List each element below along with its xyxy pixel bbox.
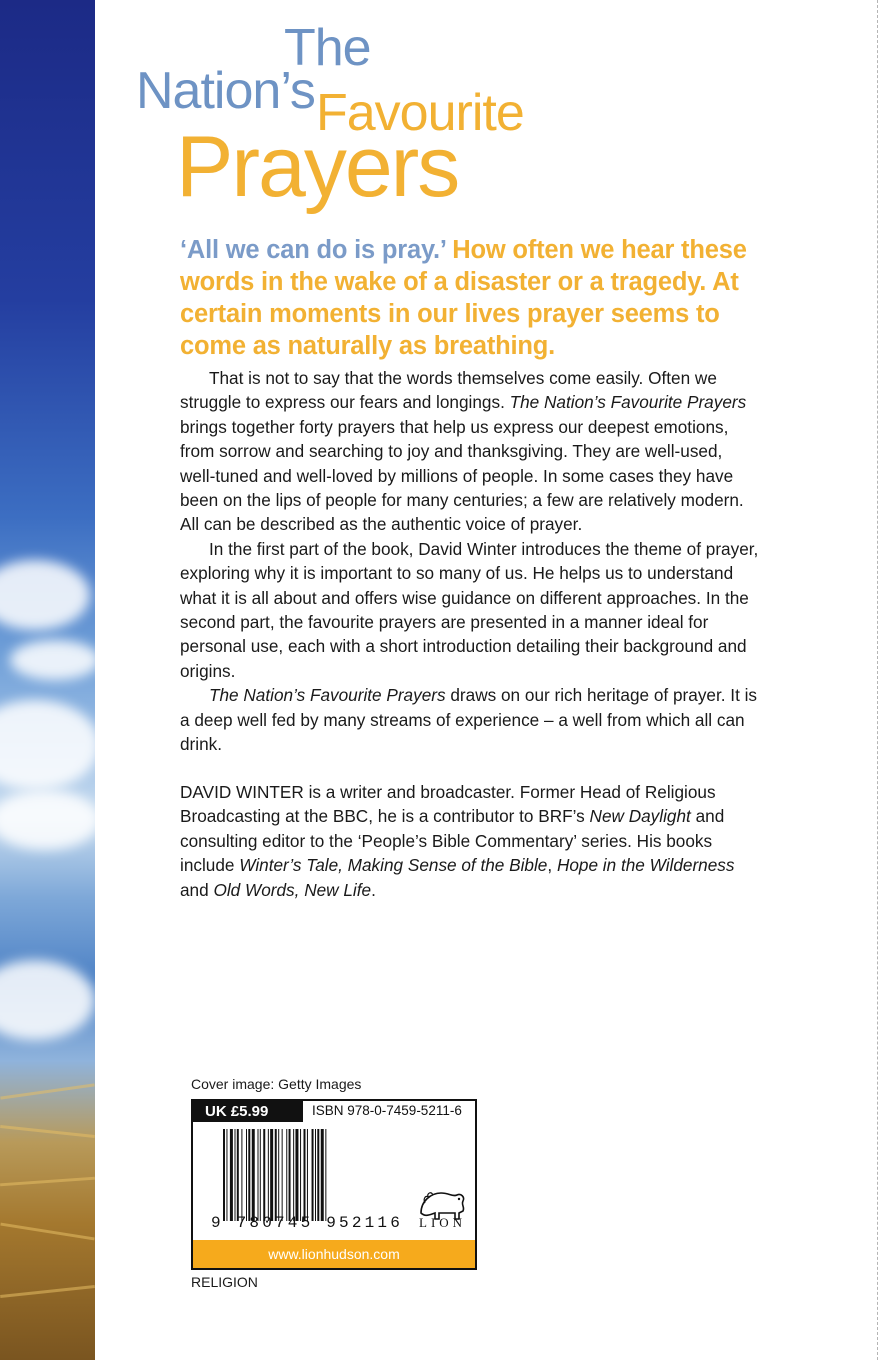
barcode-stripe [286,1129,287,1221]
barcode-stripe [223,1129,225,1221]
cloud-decoration [10,640,95,680]
barcode-panel [191,1099,477,1270]
intro-quote: ‘All we can do is pray.’ [180,236,446,264]
barcode-stripe [230,1129,233,1221]
barcode-stripe [304,1129,306,1221]
title-nations: Nation’s [136,62,315,120]
barcode-stripe [282,1129,283,1221]
cover-credit: Cover image: Getty Images [191,1076,362,1092]
separator: . [371,879,376,900]
barcode-stripe [325,1129,326,1221]
book-title-italic: The Nation’s Favourite Prayers [509,392,747,413]
barcode-stripe [237,1129,239,1221]
author-bio-text-b: and consulting editor to the ‘People’s Bible Commentary’ series. His books include [180,806,725,876]
paragraph-3-text: draws on our rich heritage of prayer. It is a deep well fed by many streams of experience – a well from which all can drink. [180,685,758,755]
paragraph-2: In the first part of the book, David Winter introduces the theme of prayer, exploring why it is important to so many of us. He helps us to understand what it is all about and offers wise guidance on different approaches. In the second part, the favourite prayers are presented in a manner ideal for personal use, each with a short introduction detailing their background and origins. [180,538,759,681]
barcode-stripe [289,1129,291,1221]
cloud-decoration [0,790,95,850]
barcode-stripe [263,1129,265,1221]
barcode-stripe [252,1129,255,1221]
author-bio [180,780,760,902]
paragraph-1-text-a: That is not to say that the words themselves come easily. Often we struggle to express our fears and longings. [180,368,717,413]
description-body [180,366,760,757]
paragraph-1-text-b: brings together forty prayers that help us express our deepest emotions, from sorrow and searching to joy and thanksgiving. They are well-used, well-tuned and well-loved by millions of people. In some cases they have been on the lips of people for many centuries; a few are relatively modern. All can be described as the authentic voice of prayer. [180,416,744,535]
book-title: Old Words, New Life [213,879,372,900]
title-prayers: Prayers [176,119,459,215]
wheat-decoration [0,1285,95,1298]
cloud-decoration [0,960,95,1040]
barcode-stripe [258,1129,259,1221]
page-edge-line [877,0,878,1360]
barcode-stripe [312,1129,314,1221]
book-title: Winter’s Tale, Making Sense of the Bible [239,855,548,876]
title-the: The [284,19,371,77]
barcode-stripe [260,1129,261,1221]
cloud-decoration [0,700,95,790]
barcode-stripe [246,1129,247,1221]
barcode-stripe [293,1129,294,1221]
conjunction: and [180,879,209,900]
barcode-stripe [317,1129,319,1221]
wheat-decoration [0,1083,94,1099]
book-title-italic: The Nation’s Favourite Prayers [209,685,446,706]
title-favourite: Favourite [316,84,524,142]
lion-logo-text: LION [419,1215,467,1230]
author-bio-text-a: DAVID WINTER is a writer and broadcaster. Former Head of Religious Broadcasting at the BBC, he is a contributor to BRF’s [180,782,716,827]
cloud-decoration [0,560,90,630]
book-title: Hope in the Wilderness [556,855,735,876]
barcode-stripe [235,1129,236,1221]
intro-text: How often we hear these words in the wake of a disaster or a tragedy. At certain moments in our lives prayer seems to come as naturally as breathing. [180,236,747,360]
wheat-decoration [0,1125,95,1138]
barcode-stripe [295,1129,298,1221]
isbn-label: ISBN 978-0-7459-5211-6 [312,1103,462,1118]
cover-photo-strip [0,0,95,1360]
barcode-digits: 9 780745 952116 [211,1214,404,1232]
price-label: UK £5.99 [193,1101,303,1122]
barcode-bars [223,1129,399,1221]
separator: , [547,855,553,876]
barcode-stripe [270,1129,273,1221]
barcode-stripe [321,1129,324,1221]
paragraph-1 [180,366,760,537]
barcode-stripe [275,1129,277,1221]
intro-blurb [180,234,770,362]
barcode-stripe [268,1129,269,1221]
barcode-stripe [315,1129,316,1221]
barcode-stripe [241,1129,242,1221]
publication-title: New Daylight [589,806,691,827]
category-label: RELIGION [191,1274,258,1290]
publisher-website[interactable]: www.lionhudson.com [193,1240,475,1268]
barcode-stripe [248,1129,250,1221]
wheat-decoration [0,1177,95,1187]
wheat-decoration [0,1223,94,1241]
barcode-stripe [278,1129,279,1221]
barcode-stripe [307,1129,308,1221]
barcode-stripe [300,1129,301,1221]
barcode-stripe [226,1129,227,1221]
paragraph-3 [180,683,760,756]
